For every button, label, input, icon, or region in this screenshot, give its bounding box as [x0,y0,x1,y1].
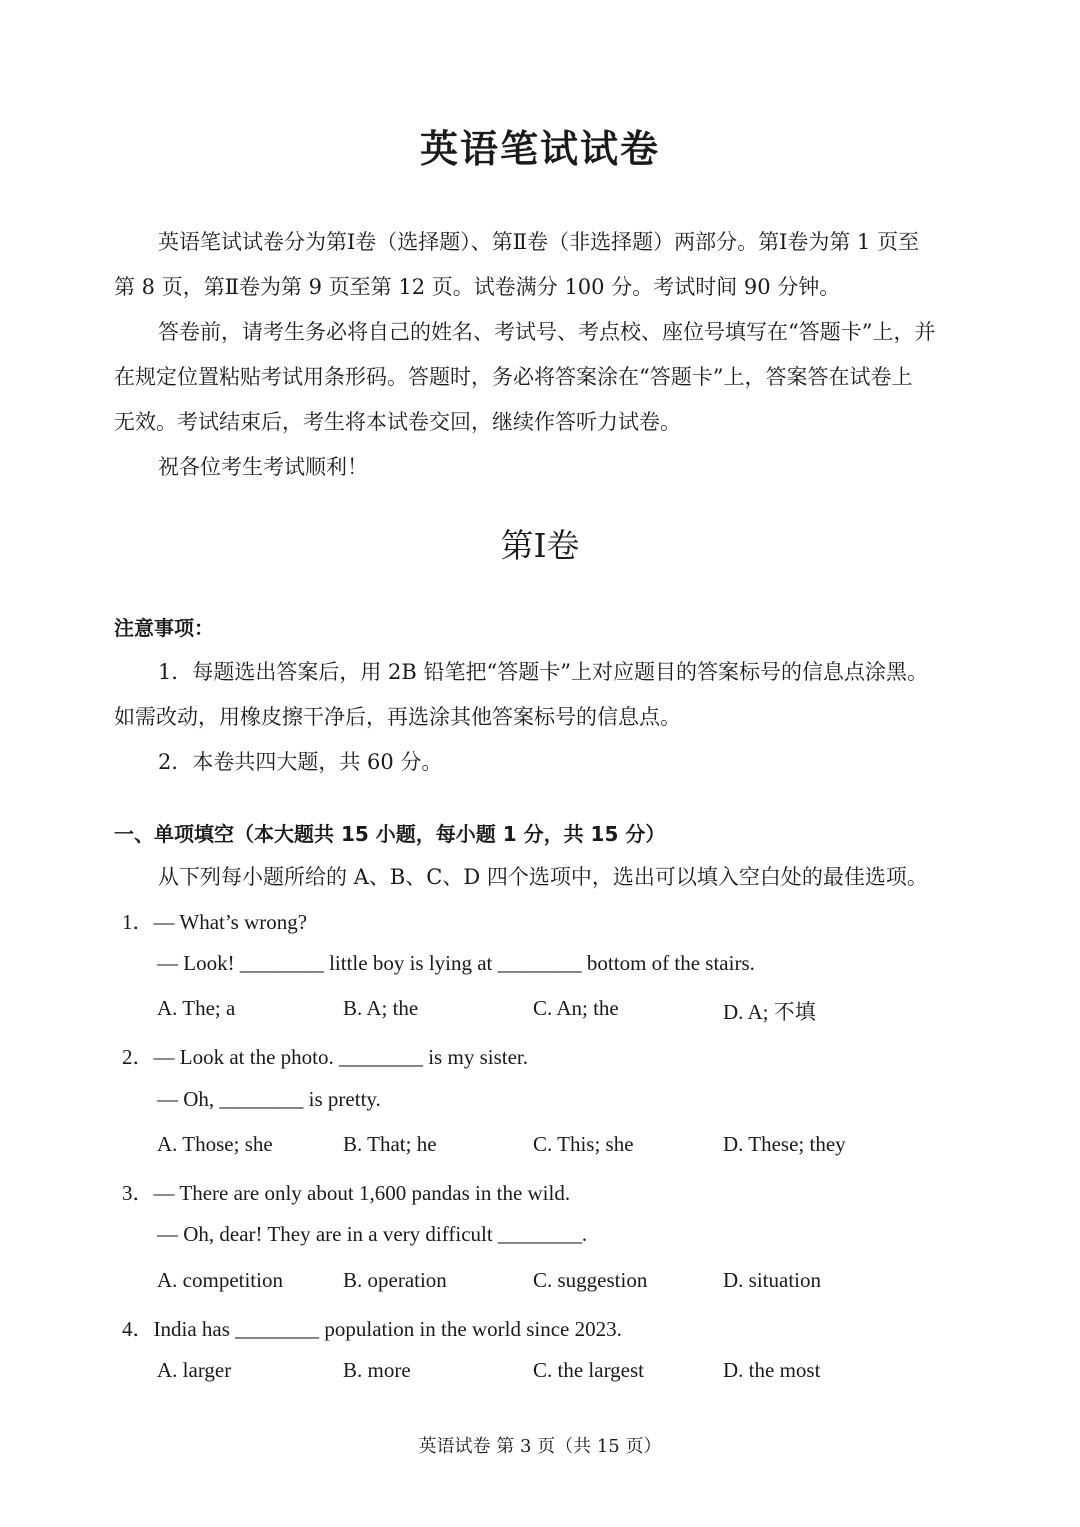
question-1-line-1: 1．— What’s wrong? [122,910,308,934]
intro-line-4: 在规定位置粘贴考试用条形码。答题时，务必将答案涂在“答题卡”上，答案答在试卷上 [114,365,913,389]
intro-line-2: 第 8 页，第Ⅱ卷为第 9 页至第 12 页。试卷满分 100 分。考试时间 90 分钟。 [114,275,841,299]
intro-line-6: 祝各位考生考试顺利！ [158,455,368,479]
notice-item-1-line-2: 如需改动，用橡皮擦干净后，再选涂其他答案标号的信息点。 [114,705,681,729]
question-4-option-c: C. the largest [533,1358,645,1382]
question-3-option-b: B. operation [343,1268,447,1292]
question-1-option-c: C. An; the [533,996,619,1020]
question-2-option-d: D. These; they [723,1132,846,1156]
question-4-line-1: 4．India has ________ population in the world since 2023. [122,1317,622,1341]
question-1-option-b: B. A; the [343,996,419,1020]
question-3-option-d: D. situation [723,1268,821,1292]
question-3-option-a: A. competition [157,1268,283,1292]
question-3-option-c: C. suggestion [533,1268,648,1292]
part1-heading: 一、单项填空（本大题共 15 小题，每小题 1 分，共 15 分） [114,822,666,846]
page-footer: 英语试卷 第 3 页（共 15 页） [418,1436,662,1457]
notice-heading: 注意事项： [114,616,214,640]
question-1-line-2: — Look! ________ little boy is lying at ________ bottom of the stairs. [157,951,755,975]
question-1-option-a: A. The; a [157,996,236,1020]
part1-instruction: 从下列每小题所给的 A、B、C、D 四个选项中，选出可以填入空白处的最佳选项。 [158,865,928,889]
exam-title: 英语笔试试卷 [419,127,660,171]
question-2-line-1: 2．— Look at the photo. ________ is my sister. [122,1045,528,1069]
question-1-option-d: D. A; 不填 [723,1000,816,1024]
question-2-line-2: — Oh, ________ is pretty. [157,1087,381,1111]
question-2-option-c: C. This; she [533,1132,634,1156]
section-title: 第Ⅰ卷 [500,526,580,565]
question-4-option-b: B. more [343,1358,411,1382]
notice-item-2: 2．本卷共四大题，共 60 分。 [158,750,443,774]
intro-line-3: 答卷前，请考生务必将自己的姓名、考试号、考点校、座位号填写在“答题卡”上，并 [158,320,936,344]
question-4-option-d: D. the most [723,1358,821,1382]
notice-item-1-line-1: 1．每题选出答案后，用 2B 铅笔把“答题卡”上对应题目的答案标号的信息点涂黑。 [158,660,928,684]
question-2-option-a: A. Those; she [157,1132,273,1156]
question-3-line-1: 3．— There are only about 1,600 pandas in the wild. [122,1181,571,1205]
question-4-option-a: A. larger [157,1358,232,1382]
intro-line-1: 英语笔试试卷分为第Ⅰ卷（选择题）、第Ⅱ卷（非选择题）两部分。第Ⅰ卷为第 1 页至 [158,230,920,254]
question-3-line-2: — Oh, dear! They are in a very difficult ________. [157,1222,588,1246]
question-2-option-b: B. That; he [343,1132,437,1156]
intro-line-5: 无效。考试结束后，考生将本试卷交回，继续作答听力试卷。 [114,410,681,434]
